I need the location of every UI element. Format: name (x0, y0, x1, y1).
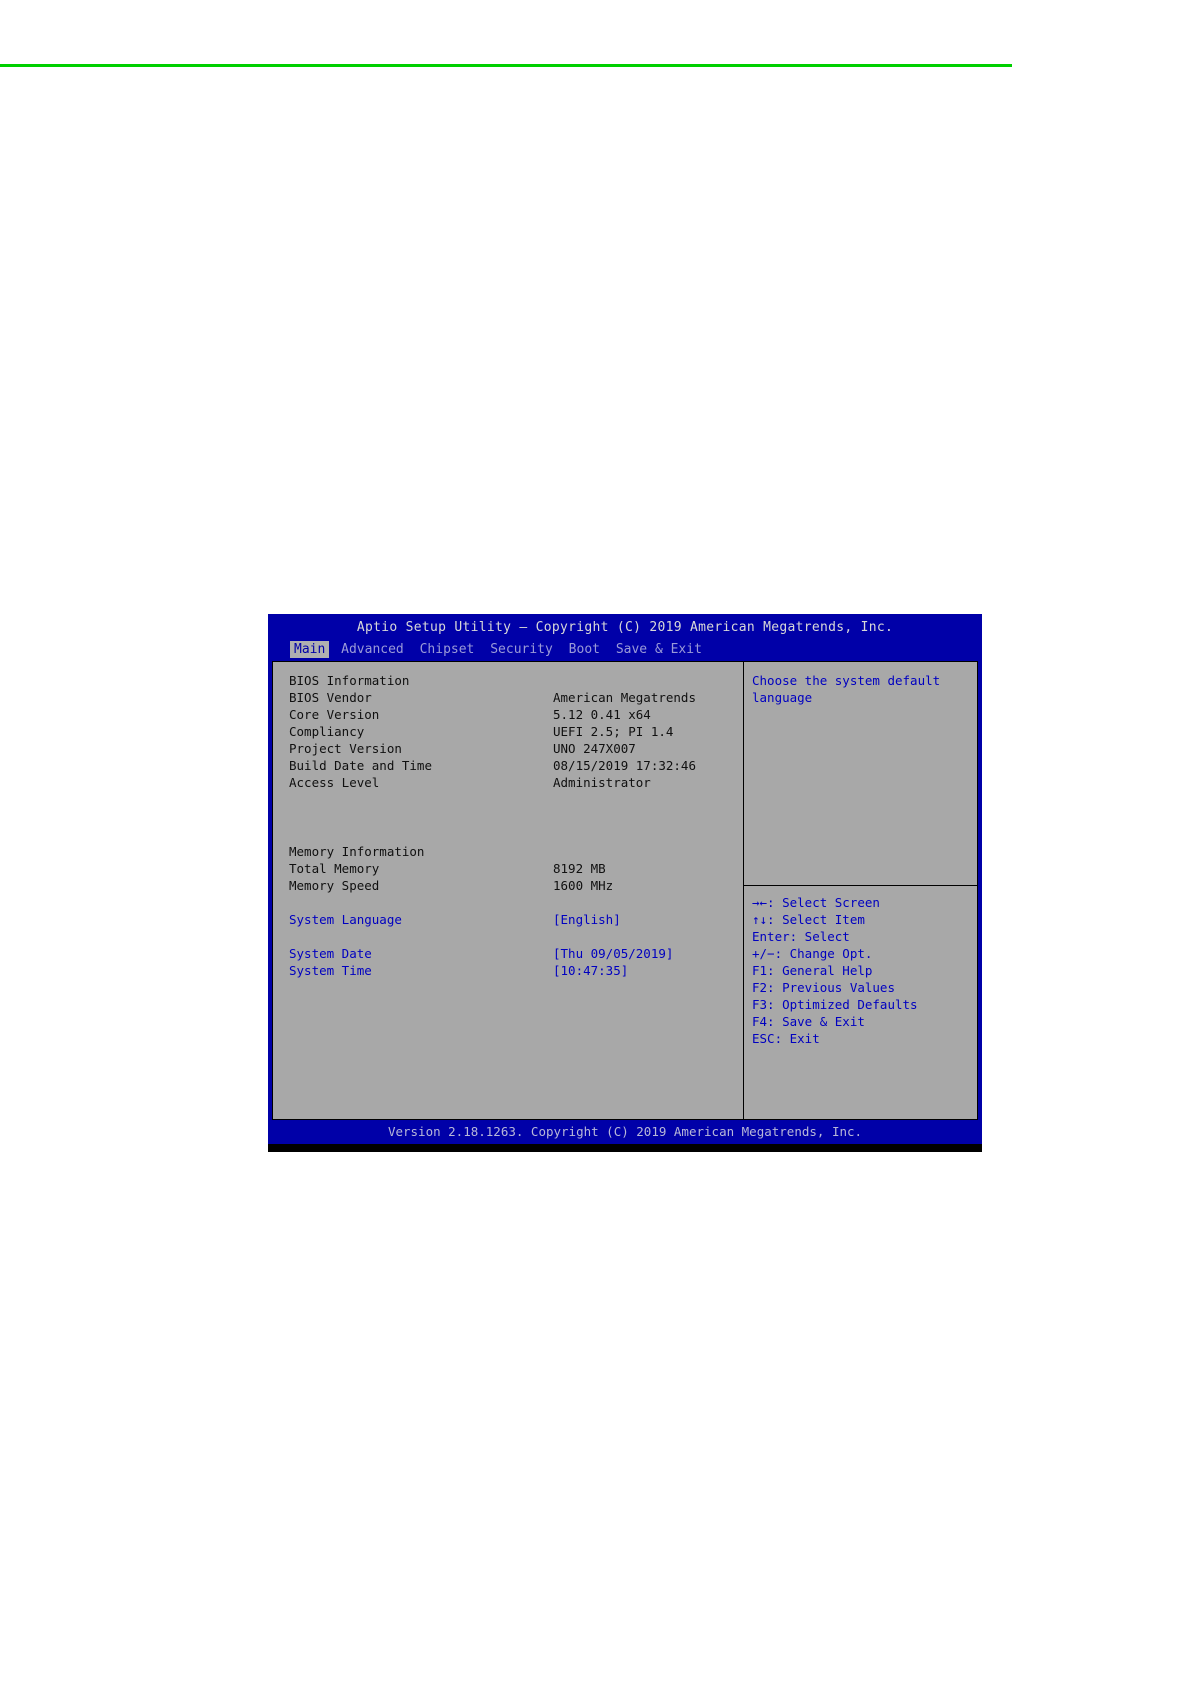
key-f3-optimized-defaults: F3: Optimized Defaults (752, 997, 918, 1012)
field-compliancy (289, 723, 743, 740)
key-select-screen: →←: Select Screen (752, 895, 880, 910)
field-system-time[interactable] (289, 962, 743, 979)
tab-boot[interactable]: Boot (568, 642, 600, 657)
field-system-language[interactable] (289, 911, 743, 928)
field-system-time-label: System Time (289, 963, 372, 978)
bios-footer-version: Version 2.18.1263. Copyright (C) 2019 American Megatrends, Inc. (268, 1120, 982, 1144)
field-total-memory-label: Total Memory (289, 861, 380, 876)
bios-information-heading-label: BIOS Information (289, 673, 410, 688)
field-bios-vendor-label: BIOS Vendor (289, 690, 372, 705)
field-total-memory (289, 860, 743, 877)
key-select-item: ↑↓: Select Item (752, 912, 865, 927)
field-access-level-label: Access Level (289, 775, 380, 790)
field-project-version-value: UNO 247X007 (553, 741, 636, 756)
key-legend (752, 894, 973, 1047)
field-system-date-value[interactable]: [Thu 09/05/2019] (553, 946, 674, 961)
bios-main-panel (272, 661, 744, 1120)
key-f4-save-exit: F4: Save & Exit (752, 1014, 865, 1029)
field-system-time-value[interactable]: [10:47:35] (553, 963, 629, 978)
bios-setup-screenshot (268, 614, 982, 1152)
bios-title-bar: Aptio Setup Utility – Copyright (C) 2019 American Megatrends, Inc. (268, 614, 982, 641)
section-gap-2 (289, 894, 743, 911)
tab-advanced[interactable]: Advanced (341, 642, 404, 657)
field-system-language-value[interactable]: [English] (553, 912, 621, 927)
key-f1-general-help: F1: General Help (752, 963, 873, 978)
key-esc-exit: ESC: Exit (752, 1031, 820, 1046)
field-build-date-time (289, 757, 743, 774)
field-access-level-value: Administrator (553, 775, 651, 790)
bios-body (268, 658, 982, 1120)
field-core-version-label: Core Version (289, 707, 380, 722)
field-system-date-label: System Date (289, 946, 372, 961)
bios-information-heading (289, 672, 743, 689)
key-enter-select: Enter: Select (752, 929, 850, 944)
field-memory-speed (289, 877, 743, 894)
field-access-level (289, 774, 743, 791)
field-project-version-label: Project Version (289, 741, 402, 756)
tab-security[interactable]: Security (490, 642, 553, 657)
bios-help-panel (744, 661, 978, 1120)
field-total-memory-value: 8192 MB (553, 861, 606, 876)
key-change-opt: +/−: Change Opt. (752, 946, 873, 961)
field-build-date-time-label: Build Date and Time (289, 758, 432, 773)
field-bios-vendor-value: American Megatrends (553, 690, 696, 705)
field-memory-speed-value: 1600 MHz (553, 878, 614, 893)
section-gap-3 (289, 928, 743, 945)
tab-main[interactable]: Main (290, 641, 329, 658)
tab-save-exit[interactable]: Save & Exit (615, 642, 702, 657)
field-core-version-value: 5.12 0.41 x64 (553, 707, 651, 722)
field-bios-vendor (289, 689, 743, 706)
page-divider-rule (0, 64, 1012, 67)
field-memory-speed-label: Memory Speed (289, 878, 380, 893)
field-system-language-label: System Language (289, 912, 402, 927)
field-build-date-time-value: 08/15/2019 17:32:46 (553, 758, 696, 773)
field-project-version (289, 740, 743, 757)
bios-menu-bar[interactable] (268, 641, 982, 658)
key-f2-previous-values: F2: Previous Values (752, 980, 895, 995)
field-compliancy-label: Compliancy (289, 724, 365, 739)
field-system-date[interactable] (289, 945, 743, 962)
memory-information-heading-label: Memory Information (289, 844, 425, 859)
memory-information-heading (289, 843, 743, 860)
field-compliancy-value: UEFI 2.5; PI 1.4 (553, 724, 674, 739)
help-divider (744, 885, 977, 886)
field-core-version (289, 706, 743, 723)
section-gap (289, 791, 743, 843)
tab-chipset[interactable]: Chipset (419, 642, 475, 657)
help-text: Choose the system default language (752, 673, 948, 705)
